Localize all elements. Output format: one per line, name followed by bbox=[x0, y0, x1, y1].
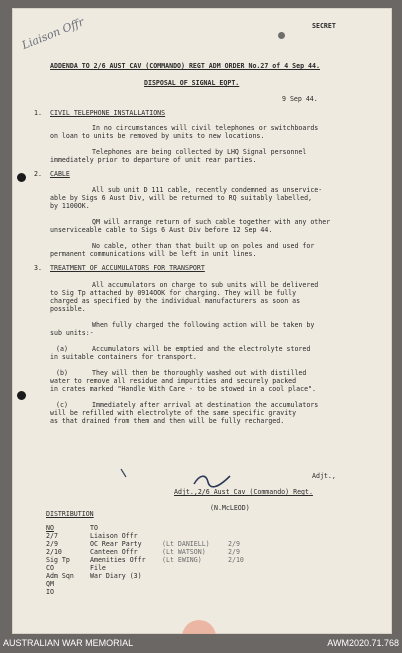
distribution-column-to: TO bbox=[90, 524, 98, 532]
section-3-heading: TREATMENT OF ACCUMULATORS FOR TRANSPORT bbox=[50, 264, 205, 272]
text-line: Accumulators will be emptied and the electrolyte stored bbox=[92, 345, 311, 353]
distribution-to: Amenities Offr bbox=[90, 556, 146, 564]
pen-tick-mark bbox=[120, 468, 128, 478]
signature-title: Adjt., bbox=[312, 472, 336, 480]
distribution-no: Sig Tp bbox=[46, 556, 70, 564]
distribution-to: War Diary (3) bbox=[90, 572, 142, 580]
text-line: by 1100OK. bbox=[50, 202, 90, 210]
order-title: ADDENDA TO 2/6 AUST CAV (COMMANDO) REGT ADM ORDER No.27 of 4 Sep 44. bbox=[50, 62, 320, 70]
distribution-no: CO bbox=[46, 564, 54, 572]
text-line: in suitable containers for transport. bbox=[50, 353, 197, 361]
item-a-label: (a) bbox=[56, 345, 68, 353]
distribution-no: IO bbox=[46, 588, 54, 596]
distribution-no: 2/9 bbox=[46, 540, 58, 548]
distribution-copy: 2/9 bbox=[228, 540, 240, 548]
distribution-no: 2/10 bbox=[46, 548, 62, 556]
text-line: permanent communications will be left in unit lines. bbox=[50, 250, 257, 258]
section-2-heading: CABLE bbox=[50, 170, 70, 178]
text-line: able by Sigs 6 Aust Div, will be returned to RQ suitably labelled, bbox=[50, 194, 313, 202]
distribution-copy: 2/9 bbox=[228, 548, 240, 556]
signature-flourish bbox=[192, 470, 232, 490]
distribution-no: QM bbox=[46, 580, 54, 588]
text-line: When fully charged the following action will be taken by bbox=[92, 321, 315, 329]
distribution-heading: DISTRIBUTION bbox=[46, 510, 94, 518]
text-line: Immediately after arrival at destination the accumulators bbox=[92, 401, 319, 409]
section-3-number: 3. bbox=[34, 264, 42, 272]
section-1-number: 1. bbox=[34, 109, 42, 117]
archive-footer bbox=[0, 634, 402, 653]
distribution-to: Canteen Offr bbox=[90, 548, 138, 556]
signatory-name: (N.McLEOD) bbox=[210, 504, 250, 512]
distribution-no: Adm Sqn bbox=[46, 572, 74, 580]
item-c-label: (c) bbox=[56, 401, 68, 409]
text-line: water to remove all residue and impurities and securely packed bbox=[50, 377, 297, 385]
distribution-to: Liaison Offr bbox=[90, 532, 138, 540]
order-subtitle: DISPOSAL OF SIGNAL EQPT. bbox=[144, 79, 240, 87]
text-line: in crates marked "Handle With Care - to be stowed in a cool place". bbox=[50, 385, 316, 393]
archive-reference: AWM2020.71.768 bbox=[327, 638, 399, 648]
text-line: sub units:- bbox=[50, 329, 94, 337]
ink-mark bbox=[278, 32, 285, 39]
punch-hole-top bbox=[17, 173, 26, 182]
text-line: Telephones are being collected by LHQ Signal personnel bbox=[92, 148, 307, 156]
classification-label: SECRET bbox=[312, 22, 336, 30]
text-line: They will then be thoroughly washed out with distilled bbox=[92, 369, 307, 377]
text-line: as that drained from them and then will be fully recharged. bbox=[50, 417, 285, 425]
distribution-column-no: NO bbox=[46, 524, 54, 532]
distribution-copy: 2/10 bbox=[228, 556, 244, 564]
text-line: All sub unit D 111 cable, recently condemned as unservice- bbox=[92, 186, 323, 194]
text-line: possible. bbox=[50, 305, 86, 313]
text-line: on loan to units be removed by units to new locations. bbox=[50, 132, 265, 140]
text-line: unserviceable cable to Sigs 6 Aust Div before 12 Sep 44. bbox=[50, 226, 273, 234]
handwritten-note: Liaison Offr bbox=[20, 15, 86, 53]
text-line: will be refilled with electrolyte of the same specific gravity bbox=[50, 409, 297, 417]
section-1-heading: CIVIL TELEPHONE INSTALLATIONS bbox=[50, 109, 166, 117]
signature-line: Adjt.,2/6 Aust Cav (Commando) Regt. bbox=[174, 488, 313, 496]
section-2-number: 2. bbox=[34, 170, 42, 178]
distribution-no: 2/7 bbox=[46, 532, 58, 540]
document-page bbox=[12, 8, 392, 634]
distribution-to: OC Rear Party bbox=[90, 540, 142, 548]
archive-source: AUSTRALIAN WAR MEMORIAL bbox=[3, 638, 134, 648]
text-line: No cable, other than that built up on poles and used for bbox=[92, 242, 315, 250]
distribution-name: (Lt DANIELL) bbox=[162, 540, 210, 548]
distribution-name: (Lt WATSON) bbox=[162, 548, 206, 556]
text-line: charged as specified by the individual manufacturers as soon as bbox=[50, 297, 301, 305]
text-line: In no circumstances will civil telephones or switchboards bbox=[92, 124, 319, 132]
punch-hole-bottom bbox=[17, 391, 26, 400]
text-line: All accumulators on charge to sub units will be delivered bbox=[92, 281, 319, 289]
distribution-name: (Lt EWING) bbox=[162, 556, 202, 564]
item-b-label: (b) bbox=[56, 369, 68, 377]
red-stamp-mark bbox=[182, 620, 216, 634]
text-line: immediately prior to departure of unit rear parties. bbox=[50, 156, 257, 164]
distribution-to: File bbox=[90, 564, 106, 572]
text-line: to Sig Tp attached by 0914OOK for charging. They will be fully bbox=[50, 289, 297, 297]
order-date: 9 Sep 44. bbox=[282, 95, 318, 103]
text-line: QM will arrange return of such cable together with any other bbox=[92, 218, 331, 226]
